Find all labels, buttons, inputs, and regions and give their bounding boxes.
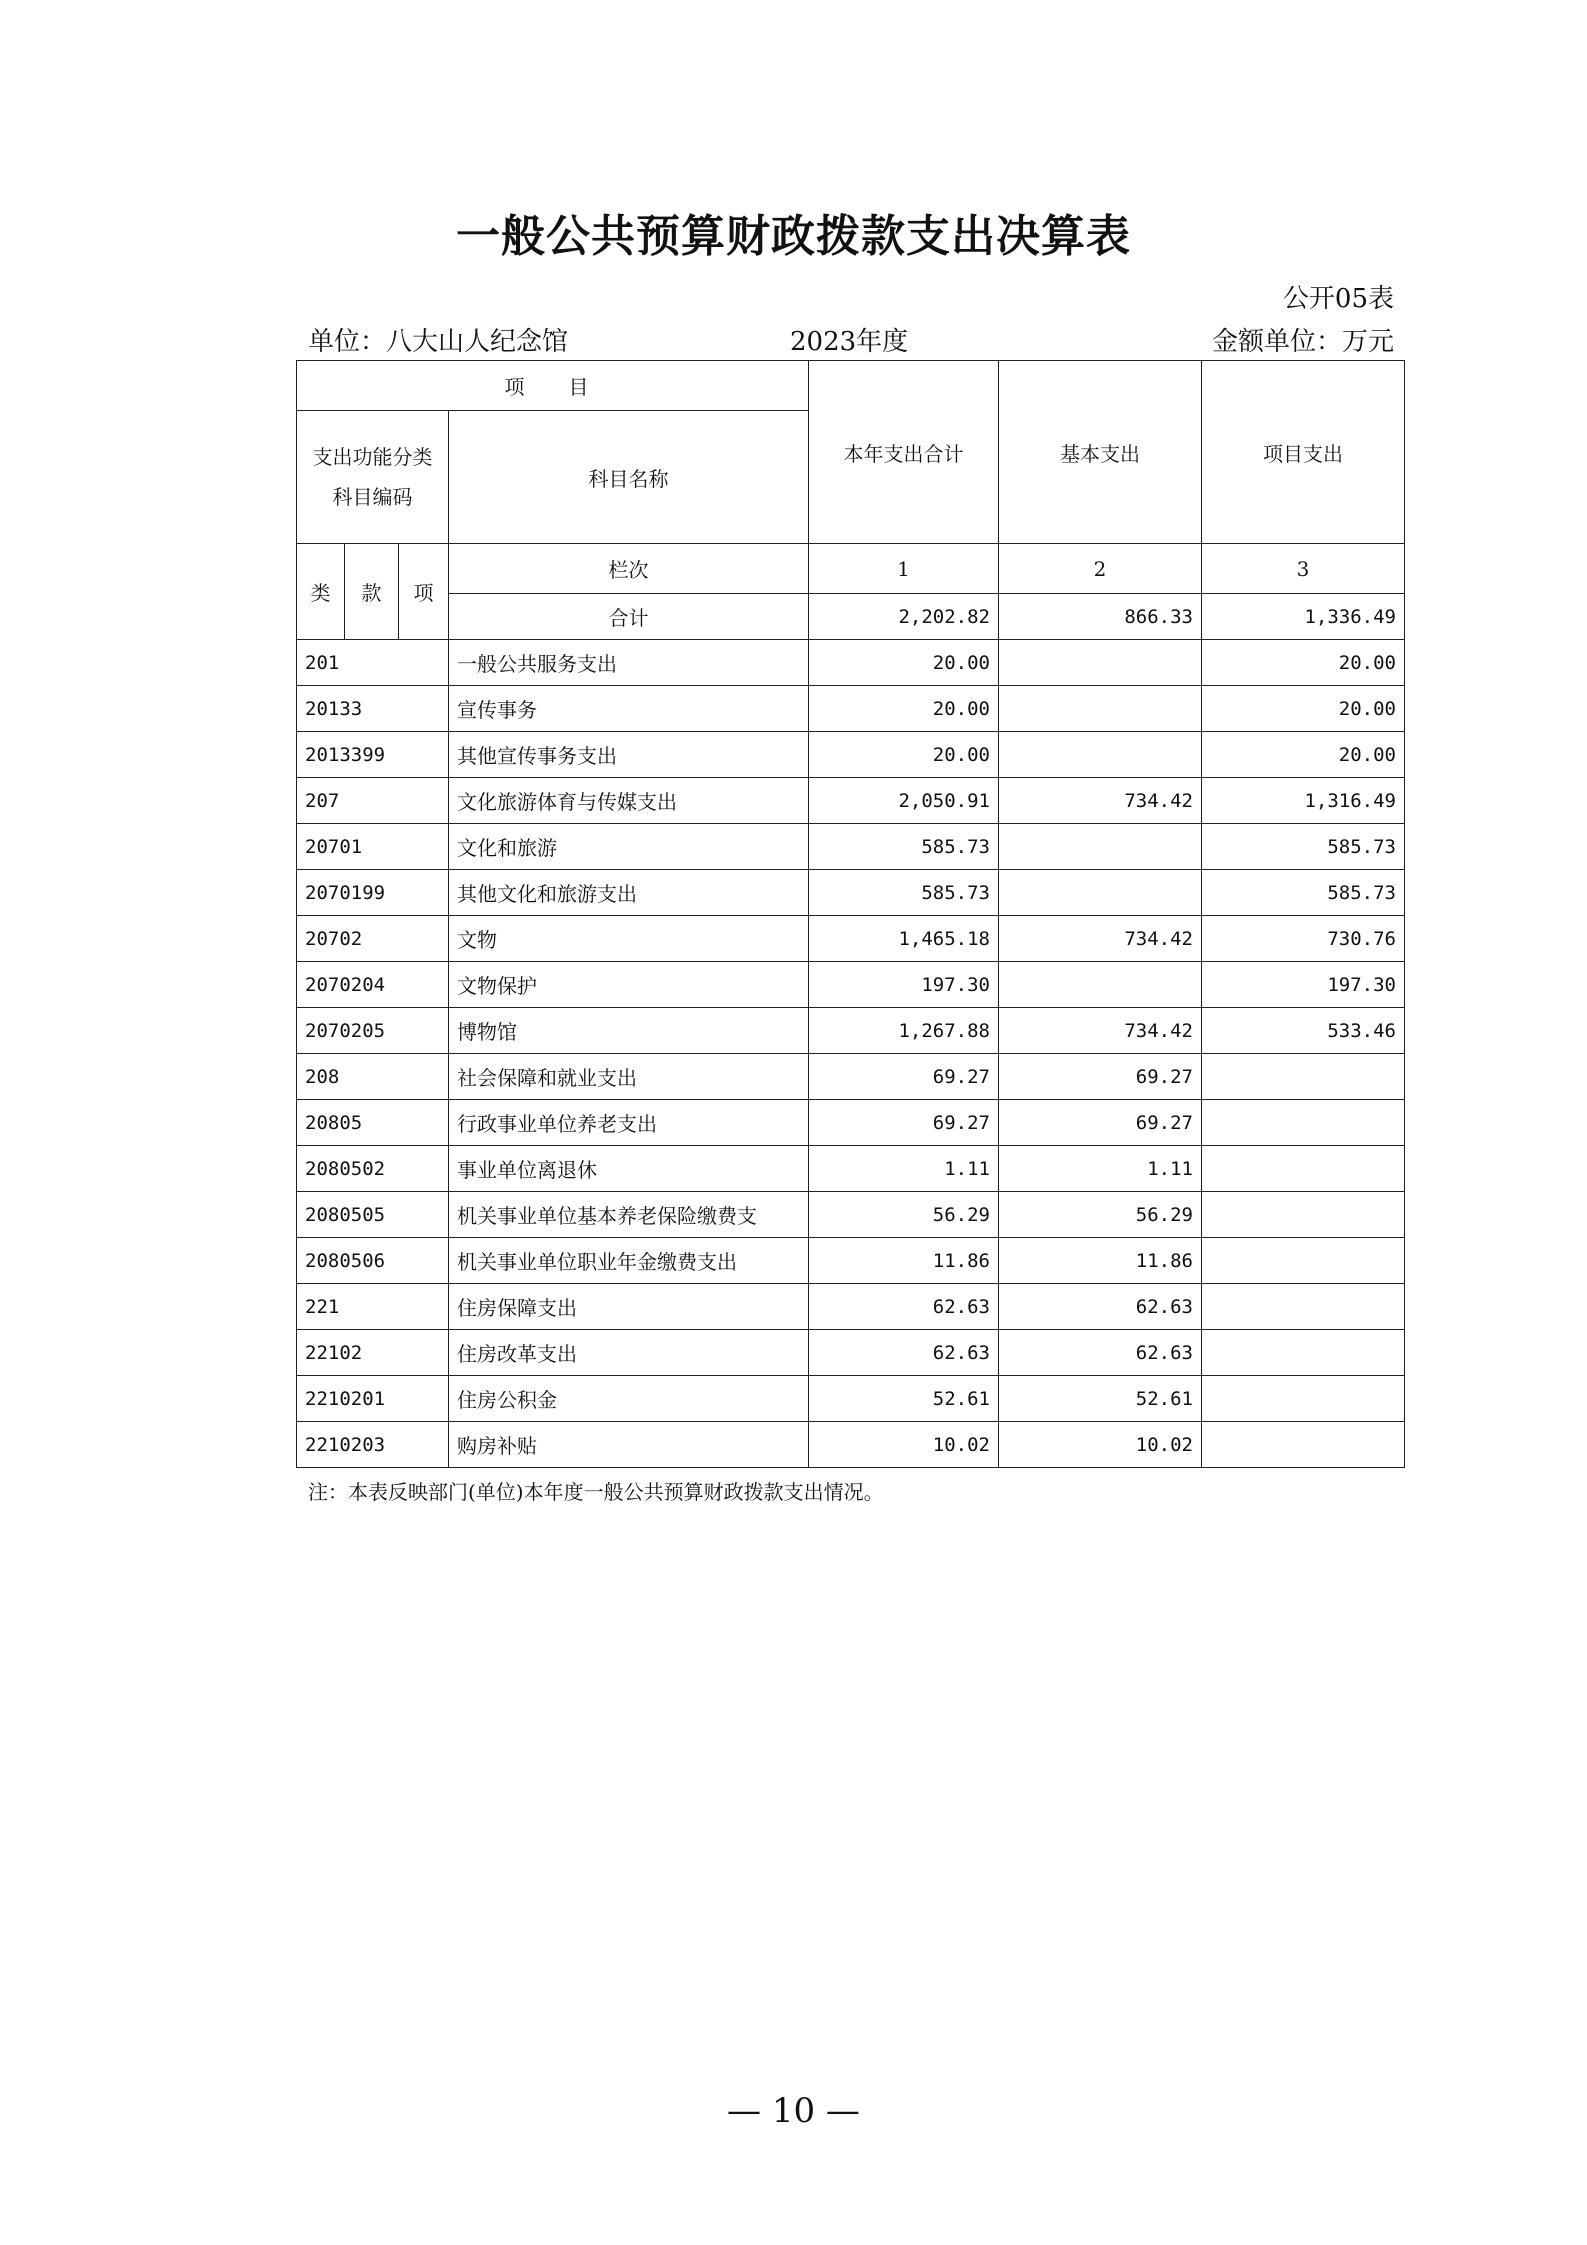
header-row-1	[297, 361, 1405, 411]
row-project: 197.30	[1202, 962, 1405, 1008]
row-basic: 734.42	[999, 1008, 1202, 1054]
row-code: 20702	[297, 916, 449, 962]
column-index-row	[297, 544, 1405, 594]
col-total-header: 本年支出合计	[809, 361, 999, 544]
table-row	[297, 962, 1405, 1008]
row-total: 20.00	[809, 686, 999, 732]
total-project: 1,336.49	[1202, 594, 1405, 640]
row-code: 208	[297, 1054, 449, 1100]
year-label: 2023年度	[790, 327, 909, 357]
item-header: 项 目	[297, 361, 809, 411]
row-subject-name: 住房保障支出	[449, 1284, 809, 1330]
row-code: 2080502	[297, 1146, 449, 1192]
row-project: 730.76	[1202, 916, 1405, 962]
table-row	[297, 1054, 1405, 1100]
total-basic: 866.33	[999, 594, 1202, 640]
row-total: 1.11	[809, 1146, 999, 1192]
total-amount: 2,202.82	[809, 594, 999, 640]
table-row	[297, 1376, 1405, 1422]
row-project: 20.00	[1202, 640, 1405, 686]
row-basic: 11.86	[999, 1238, 1202, 1284]
row-basic: 1.11	[999, 1146, 1202, 1192]
column-index-3: 3	[1202, 544, 1405, 594]
row-total: 1,465.18	[809, 916, 999, 962]
row-subject-name: 博物馆	[449, 1008, 809, 1054]
row-basic	[999, 870, 1202, 916]
row-project: 585.73	[1202, 870, 1405, 916]
row-code: 22102	[297, 1330, 449, 1376]
row-total: 10.02	[809, 1422, 999, 1468]
row-total: 585.73	[809, 870, 999, 916]
table-row	[297, 778, 1405, 824]
money-unit-label: 金额单位：万元	[1211, 327, 1394, 357]
row-code: 2070204	[297, 962, 449, 1008]
row-basic: 734.42	[999, 916, 1202, 962]
unit-label: 单位：八大山人纪念馆	[308, 327, 569, 357]
row-subject-name: 文化和旅游	[449, 824, 809, 870]
table-row	[297, 732, 1405, 778]
column-index-label: 栏次	[449, 544, 809, 594]
row-subject-name: 文化旅游体育与传媒支出	[449, 778, 809, 824]
row-subject-name: 文物	[449, 916, 809, 962]
row-total: 69.27	[809, 1100, 999, 1146]
row-project	[1202, 1376, 1405, 1422]
row-basic	[999, 962, 1202, 1008]
row-total: 2,050.91	[809, 778, 999, 824]
row-total: 585.73	[809, 824, 999, 870]
row-subject-name: 社会保障和就业支出	[449, 1054, 809, 1100]
xiang-header: 项	[399, 544, 449, 640]
row-project: 585.73	[1202, 824, 1405, 870]
row-basic	[999, 686, 1202, 732]
table-row	[297, 1238, 1405, 1284]
table-row	[297, 1330, 1405, 1376]
row-code: 20133	[297, 686, 449, 732]
column-index-2: 2	[999, 544, 1202, 594]
table-row	[297, 1100, 1405, 1146]
row-subject-name: 住房公积金	[449, 1376, 809, 1422]
row-code: 207	[297, 778, 449, 824]
row-subject-name: 购房补贴	[449, 1422, 809, 1468]
row-subject-name: 机关事业单位职业年金缴费支出	[449, 1238, 809, 1284]
row-code: 2070199	[297, 870, 449, 916]
row-total: 62.63	[809, 1330, 999, 1376]
row-project	[1202, 1238, 1405, 1284]
row-code: 201	[297, 640, 449, 686]
code-group-header: 支出功能分类科目编码	[297, 411, 449, 544]
row-project	[1202, 1100, 1405, 1146]
col-project-header: 项目支出	[1202, 361, 1405, 544]
table-note: 注：本表反映部门(单位)本年度一般公共预算财政拨款支出情况。	[308, 1480, 884, 1504]
row-project: 533.46	[1202, 1008, 1405, 1054]
table-row	[297, 1284, 1405, 1330]
row-total: 69.27	[809, 1054, 999, 1100]
row-code: 20805	[297, 1100, 449, 1146]
row-subject-name: 一般公共服务支出	[449, 640, 809, 686]
column-index-1: 1	[809, 544, 999, 594]
row-code: 2210201	[297, 1376, 449, 1422]
row-code: 2080505	[297, 1192, 449, 1238]
kuan-header: 款	[345, 544, 399, 640]
row-basic: 52.61	[999, 1376, 1202, 1422]
budget-table	[296, 360, 1405, 1468]
table-row	[297, 1146, 1405, 1192]
row-basic: 62.63	[999, 1330, 1202, 1376]
row-total: 56.29	[809, 1192, 999, 1238]
table-row	[297, 640, 1405, 686]
row-subject-name: 机关事业单位基本养老保险缴费支	[449, 1192, 809, 1238]
row-basic: 10.02	[999, 1422, 1202, 1468]
lei-header: 类	[297, 544, 345, 640]
table-row	[297, 686, 1405, 732]
row-basic: 56.29	[999, 1192, 1202, 1238]
row-subject-name: 其他宣传事务支出	[449, 732, 809, 778]
row-project	[1202, 1192, 1405, 1238]
row-project	[1202, 1422, 1405, 1468]
row-total: 20.00	[809, 732, 999, 778]
row-total: 11.86	[809, 1238, 999, 1284]
total-row	[297, 594, 1405, 640]
row-project	[1202, 1054, 1405, 1100]
subject-name-header: 科目名称	[449, 411, 809, 544]
row-basic: 69.27	[999, 1100, 1202, 1146]
row-code: 20701	[297, 824, 449, 870]
row-total: 62.63	[809, 1284, 999, 1330]
row-code: 2013399	[297, 732, 449, 778]
col-basic-header: 基本支出	[999, 361, 1202, 544]
row-total: 52.61	[809, 1376, 999, 1422]
table-row	[297, 1192, 1405, 1238]
total-label: 合计	[449, 594, 809, 640]
table-row	[297, 1008, 1405, 1054]
row-code: 2080506	[297, 1238, 449, 1284]
row-subject-name: 事业单位离退休	[449, 1146, 809, 1192]
row-project: 20.00	[1202, 686, 1405, 732]
row-subject-name: 其他文化和旅游支出	[449, 870, 809, 916]
row-basic	[999, 640, 1202, 686]
form-number: 公开05表	[1282, 284, 1394, 314]
row-code: 2070205	[297, 1008, 449, 1054]
row-total: 1,267.88	[809, 1008, 999, 1054]
row-basic: 734.42	[999, 778, 1202, 824]
row-project	[1202, 1330, 1405, 1376]
row-total: 20.00	[809, 640, 999, 686]
table-row	[297, 824, 1405, 870]
row-code: 221	[297, 1284, 449, 1330]
page-number: — 10 —	[727, 2091, 860, 2131]
table-row	[297, 1422, 1405, 1468]
row-basic: 69.27	[999, 1054, 1202, 1100]
row-project: 1,316.49	[1202, 778, 1405, 824]
table-row	[297, 870, 1405, 916]
row-total: 197.30	[809, 962, 999, 1008]
row-basic	[999, 732, 1202, 778]
row-subject-name: 宣传事务	[449, 686, 809, 732]
row-basic	[999, 824, 1202, 870]
row-project: 20.00	[1202, 732, 1405, 778]
document-title: 一般公共预算财政拨款支出决算表	[456, 211, 1131, 262]
row-subject-name: 住房改革支出	[449, 1330, 809, 1376]
row-project	[1202, 1146, 1405, 1192]
table-row	[297, 916, 1405, 962]
row-project	[1202, 1284, 1405, 1330]
row-subject-name: 文物保护	[449, 962, 809, 1008]
row-code: 2210203	[297, 1422, 449, 1468]
row-basic: 62.63	[999, 1284, 1202, 1330]
row-subject-name: 行政事业单位养老支出	[449, 1100, 809, 1146]
